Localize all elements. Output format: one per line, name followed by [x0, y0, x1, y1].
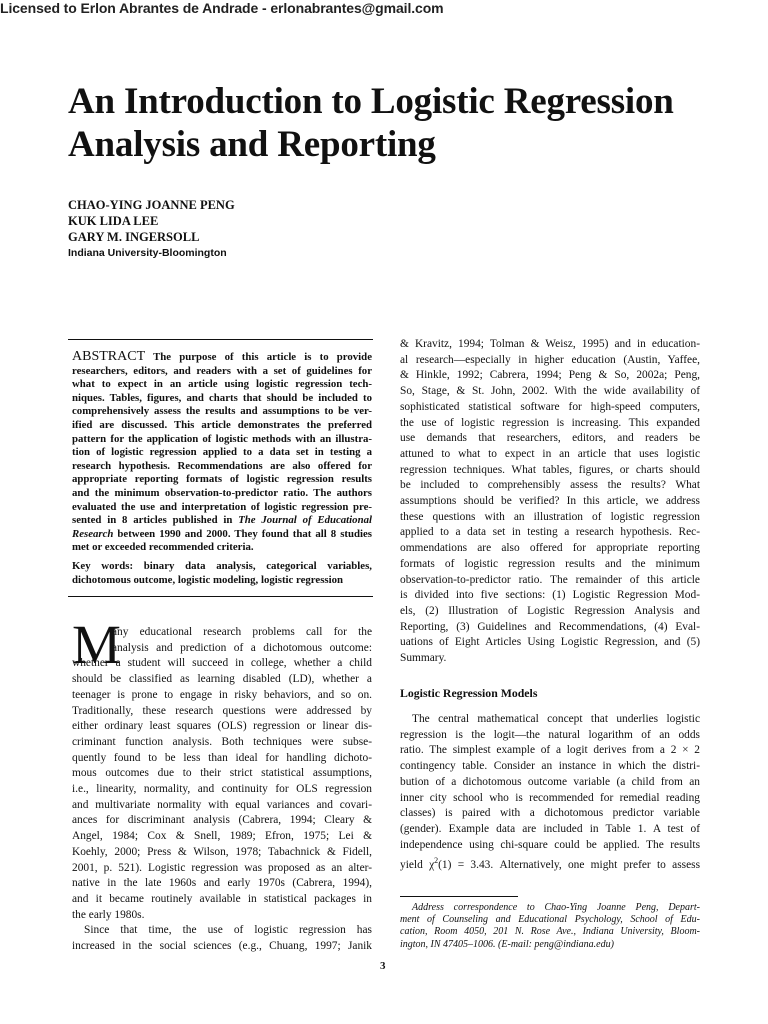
text-line: be included to comprehensibly assess the results? What [400, 479, 700, 492]
text-line: ances for discriminant analysis (Cabrera, 1994; Cleary & [72, 814, 372, 827]
text-line: (gender). Example data are included in Table 1. A test of [400, 822, 700, 835]
title-line: An Introduction to Logistic Regression [68, 81, 674, 122]
text-line: The central mathematical concept that underlies logistic [412, 713, 700, 725]
text-line: whether a student will succeed in college, whether a child [72, 657, 372, 670]
abstract-first-line: ABSTRACT The purpose of this article is to provide [72, 349, 372, 364]
page-number: 3 [380, 960, 386, 972]
abstract-label: ABSTRACT [72, 349, 146, 364]
author-name: GARY M. INGERSOLL [68, 230, 200, 244]
abstract-line: pattern for the application of logistic methods with an illustra- [72, 432, 372, 445]
abstract-line: comprehensively assess the results and assumptions to be ver- [72, 405, 372, 418]
license-watermark: Licensed to Erlon Abrantes de Andrade - erlonabrantes@gmail.com [0, 0, 444, 16]
abstract-line: research hypothesis. Recommendations are also offered for [72, 459, 372, 472]
text-line: Since that time, the use of logistic regression has [84, 924, 372, 937]
author-name: KUK LIDA LEE [68, 214, 159, 228]
text-line: els, (2) Illustration of Logistic Regression Analysis and [400, 604, 700, 617]
abstract-line: sented in 8 articles published in The Journal of Educational [72, 514, 372, 527]
drop-cap: M [72, 614, 121, 675]
author-name: CHAO-YING JOANNE PENG [68, 198, 235, 212]
text-line: is divided into five sections: (1) Logistic Regression Mod- [400, 589, 700, 602]
text-line: Reporting, (3) Guidelines and Recommendations, (4) Eval- [400, 620, 700, 633]
intro-text-right [400, 337, 700, 667]
text-line: Traditionally, these research questions were addressed by [72, 704, 372, 717]
text-line: use demands that researchers, editors, and readers be [400, 432, 700, 445]
abstract-line: what to expect in an article using logistic regression tech- [72, 378, 372, 391]
text-line: sophisticated statistical software for high-speed computers, [400, 400, 700, 413]
text-line: and multivariate normality with equal variances and covari- [72, 798, 372, 811]
abstract-line: researchers, editors, and readers with a set of guidelines for [72, 364, 372, 377]
chi-square-symbol: χ [429, 859, 435, 872]
author-block [68, 197, 235, 261]
text-line: & Hinkle, 1992; Cabrera, 1994; Peng & So, 2002a; Peng, [400, 369, 700, 382]
text-line: ratio. The simplest example of a logit derives from a 2 × 2 [400, 744, 700, 757]
text-line: assumptions should be verified? In this article, we address [400, 495, 700, 508]
footnote-line: ment of Counseling and Educational Psychology, School of Edu- [400, 914, 700, 926]
journal-name: The Journal of Educational [238, 514, 372, 527]
text-line: any educational research problems call for the [112, 626, 372, 638]
keywords: Key words: binary data analysis, categorical variables, dichotomous outcome, logistic modeling, logistic regression [72, 559, 372, 586]
text-line: 2001, p. 521). Logistic regression was proposed as an alter- [72, 861, 372, 874]
abstract [72, 350, 372, 587]
text-line: al research—especially in higher education (Austin, Yaffee, [400, 353, 700, 366]
text-line: mous outcomes due to their strict statistical assumptions, [72, 767, 372, 780]
abstract-line: niques. Tables, figures, and charts that should be included to [72, 391, 372, 404]
text-line: attuned to what to expect in an article that uses logistic [400, 447, 700, 460]
abstract-top-rule [68, 339, 373, 340]
text-line: Angel, 1984; Cox & Snell, 1989; Efron, 1975; Lei & [72, 830, 372, 843]
text-line: teenager is prone to engage in risky behaviors, and so on. [72, 688, 372, 701]
abstract-line: Research between 1990 and 2000. They found that all 8 studies [72, 527, 372, 540]
abstract-bottom-rule [68, 596, 373, 597]
text-line: independence using chi-square could be applied. The results [400, 838, 700, 851]
affiliation: Indiana University-Bloomington [68, 247, 227, 259]
text-line: analysis and prediction of a dichotomous outcome: [112, 641, 372, 654]
text-line: native in the late 1960s and early 1970s (Cabrera, 1994), [72, 877, 372, 890]
footnote-line: cation, Room 4050, 201 N. Rose Ave., Indiana University, Bloom- [400, 926, 700, 938]
section-text [400, 712, 700, 874]
text-line: and it became routinely available in statistical packages in [72, 892, 372, 905]
text-line: uations of Eight Articles Using Logistic Regression, and (5) [400, 636, 700, 649]
abstract-line: ified are discussed. This article demonstrates the preferred [72, 418, 372, 431]
text-line: either ordinary least squares (OLS) regression or linear dis- [72, 720, 372, 733]
abstract-line: evaluated the use and interpretation of logistic regression pre- [72, 500, 372, 513]
text-line: criminant function analysis. Both techniques were subse- [72, 735, 372, 748]
text-line: the use of logistic regression is increasing. This expanded [400, 416, 700, 429]
journal-name: Research [72, 527, 114, 540]
text-line: classes) is paired with a dichotomous predictor variable [400, 807, 700, 820]
text-line: the early 1980s. [72, 908, 145, 921]
article-title [68, 80, 728, 166]
text-line: contingency table. Consider an instance in which the distri- [400, 760, 700, 773]
footnote [400, 902, 700, 951]
title-line: Analysis and Reporting [68, 124, 436, 165]
section-heading: Logistic Regression Models [400, 686, 538, 700]
text-line: i.e., linearity, normality, and continuity for OLS regression [72, 783, 372, 796]
text-line: observation-to-predictor ratio. The remainder of this article [400, 573, 700, 586]
text-line: formats of logistic regression results and the minimum [400, 557, 700, 570]
abstract-line: and the minimum observation-to-predictor ratio. The authors [72, 486, 372, 499]
footnote-rule [400, 896, 518, 897]
abstract-line: tion of logistic regression applied to a data set in testing a [72, 446, 372, 459]
footnote-line: Address correspondence to Chao-Ying Joanne Peng, Depart- [412, 902, 700, 913]
text-line: quently found to be less than ideal for handling dichoto- [72, 751, 372, 764]
text-line: should be classified as learning disabled (LD), whether a [72, 673, 372, 686]
abstract-line: appropriate reporting formats of logistic regression results [72, 473, 372, 486]
text-line: Summary. [400, 652, 447, 665]
text-line: applied to a data set in testing a research hypothesis. Rec- [400, 526, 700, 539]
text-line: these questions with an illustration of logistic regression [400, 510, 700, 523]
text-line: regression techniques. What tables, figures, or charts should [400, 463, 700, 476]
intro-text-left [72, 625, 372, 955]
footnote-line: ington, IN 47405–1006. (E-mail: peng@indiana.edu) [400, 938, 614, 950]
text-line: & Kravitz, 1994; Tolman & Weisz, 1995) and in education- [400, 338, 700, 350]
text-line: ommendations are also offered for appropriate reporting [400, 542, 700, 555]
text-line: regression is the logit—the natural logarithm of an odds [400, 728, 700, 741]
text-line: Koehly, 2000; Press & Wilson, 1978; Tabachnick & Fidell, [72, 845, 372, 858]
text-line: yield $\chi^2(1) = 3.43$. Alternatively, one might prefer to assess [400, 856, 700, 872]
text-line: bution of a dichotomous outcome variable (a child from an [400, 775, 700, 788]
text-line: inner city school who is recommended for remedial reading [400, 791, 700, 804]
text-line: increased in the social sciences (e.g., Chuang, 1997; Janik [72, 940, 372, 953]
text-line: So, Stage, & St. John, 2002. With the wide availability of [400, 385, 700, 398]
abstract-line: met or exceeded recommended criteria. [72, 541, 254, 554]
